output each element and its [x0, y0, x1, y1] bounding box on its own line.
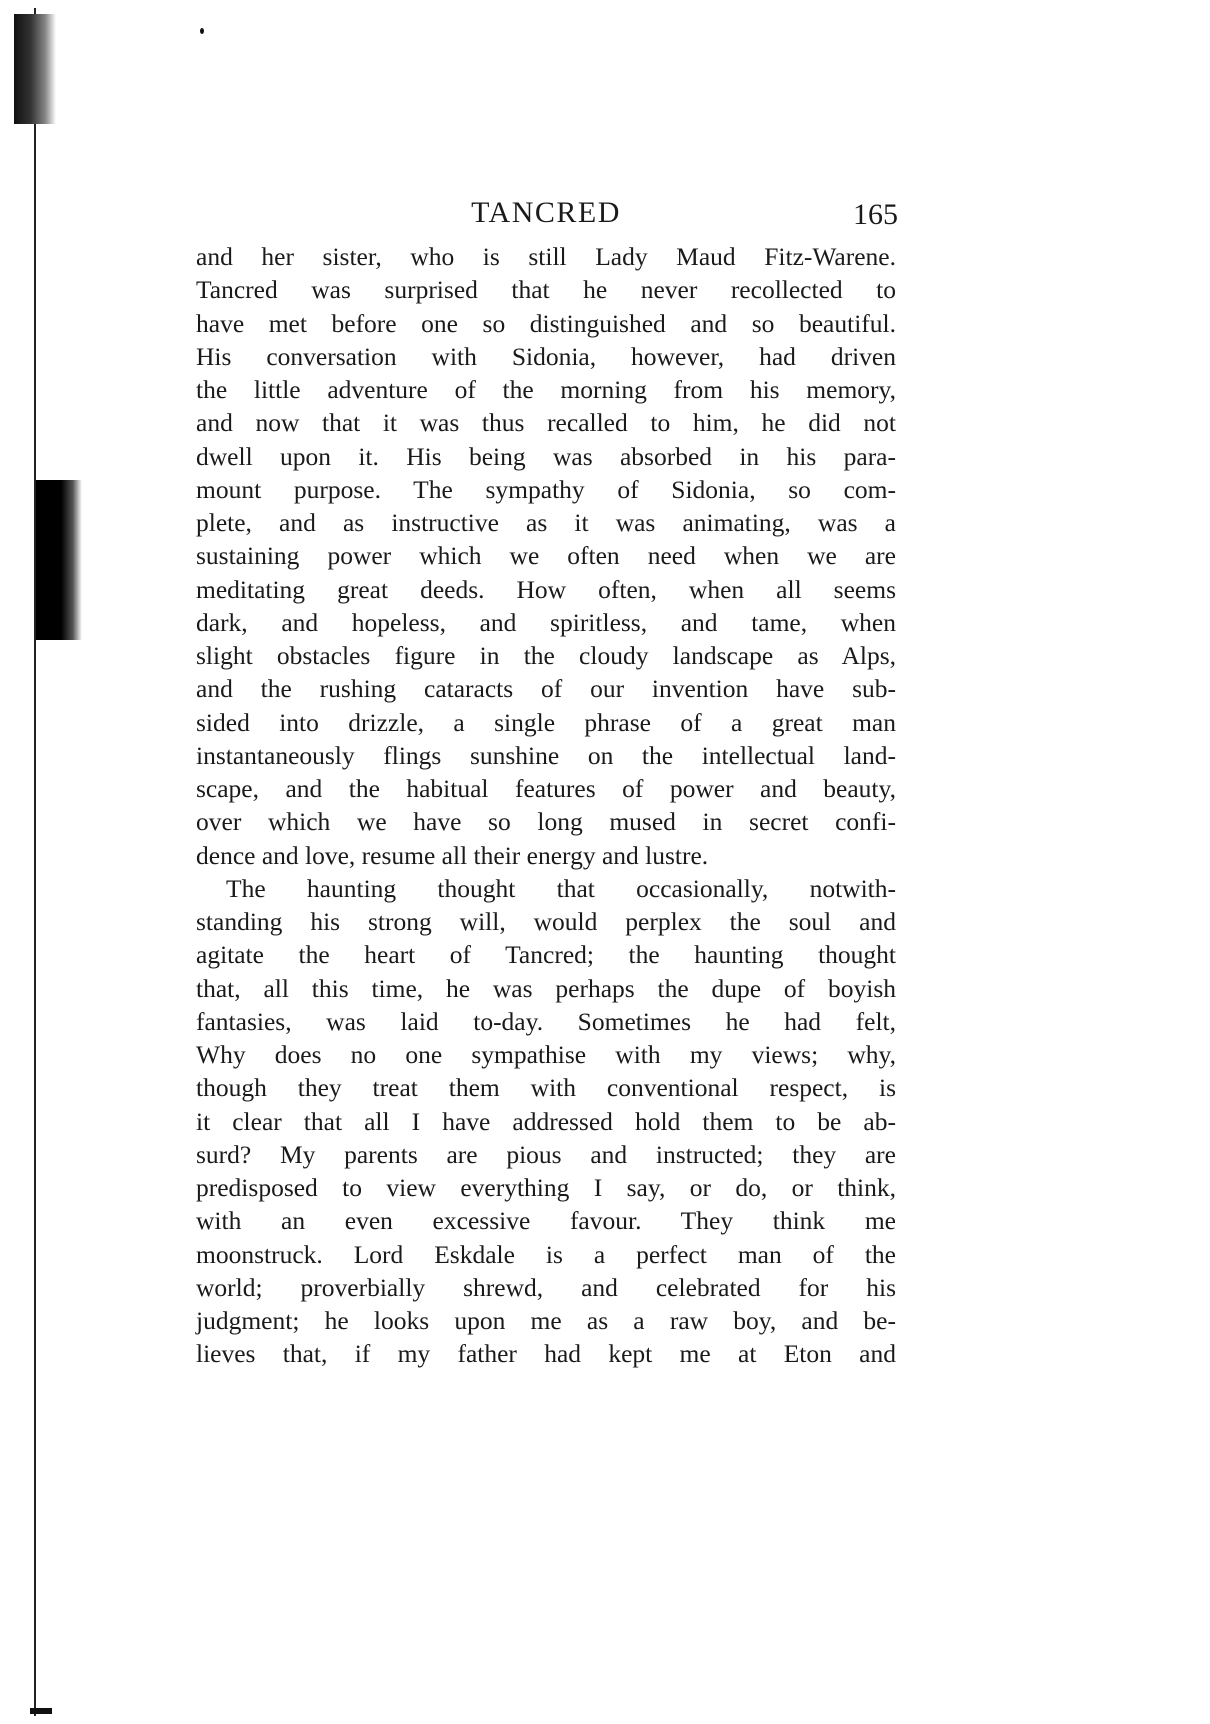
body-text: [196, 240, 896, 1371]
text-line: dark, and hopeless, and spiritless, and tame, when: [196, 607, 896, 637]
text-line: meditating great deeds. How often, when all seems: [196, 574, 896, 604]
running-head-title: TANCRED: [471, 196, 621, 229]
scan-shadow-middle: [36, 480, 82, 640]
text-line: Tancred was surprised that he never recollected to: [196, 275, 896, 305]
text-line: it clear that all I have addressed hold them to be ab-: [196, 1106, 896, 1136]
text-line: lieves that, if my father had kept me at Eton and: [196, 1339, 896, 1369]
text-line: fantasies, was laid to-day. Sometimes he had felt,: [196, 1006, 896, 1036]
text-line: world; proverbially shrewd, and celebrated for his: [196, 1272, 896, 1302]
text-line: plete, and as instructive as it was animating, was a: [196, 508, 896, 537]
text-line: standing his strong will, would perplex the soul and: [196, 907, 896, 936]
text-line: with an even excessive favour. They think me: [196, 1206, 896, 1236]
running-head: [196, 196, 896, 236]
text-line: mount purpose. The sympathy of Sidonia, so com-: [196, 474, 896, 504]
text-line: surd? My parents are pious and instructed; they are: [196, 1139, 896, 1169]
text-line: agitate the heart of Tancred; the haunting thought: [196, 940, 896, 970]
binding-edge-line: [34, 8, 36, 1716]
page-number: 165: [853, 198, 898, 231]
scan-shadow-top: [14, 14, 56, 124]
text-line: slight obstacles figure in the cloudy landscape as Alps,: [196, 641, 896, 670]
text-line-paragraph-end: dence and love, resume all their energy and lustre.: [196, 840, 709, 870]
binding-edge-foot: [30, 1708, 52, 1714]
text-line-paragraph-start: The haunting thought that occasionally, notwith-: [226, 873, 896, 903]
text-line: and her sister, who is still Lady Maud Fitz-Warene.: [196, 242, 896, 271]
text-line: His conversation with Sidonia, however, had driven: [196, 341, 896, 371]
text-line: Why does no one sympathise with my views; why,: [196, 1040, 896, 1069]
text-line: scape, and the habitual features of power and beauty,: [196, 774, 896, 803]
text-line: judgment; he looks upon me as a raw boy, and be-: [196, 1306, 896, 1335]
text-line: sided into drizzle, a single phrase of a great man: [196, 707, 896, 737]
text-line: and now that it was thus recalled to him, he did not: [196, 408, 896, 438]
text-line: the little adventure of the morning from his memory,: [196, 375, 896, 404]
text-line: though they treat them with conventional respect, is: [196, 1073, 896, 1103]
text-line: moonstruck. Lord Eskdale is a perfect man of the: [196, 1239, 896, 1269]
ink-speck: [200, 28, 204, 34]
text-line: and the rushing cataracts of our invention have sub-: [196, 674, 896, 704]
text-line: dwell upon it. His being was absorbed in his para-: [196, 441, 896, 471]
text-line: sustaining power which we often need when we are: [196, 541, 896, 571]
text-line: instantaneously flings sunshine on the intellectual land-: [196, 740, 896, 770]
text-line: over which we have so long mused in secret confi-: [196, 807, 896, 837]
text-line: have met before one so distinguished and so beautiful.: [196, 308, 896, 338]
text-line: predisposed to view everything I say, or do, or think,: [196, 1173, 896, 1202]
text-line: that, all this time, he was perhaps the dupe of boyish: [196, 973, 896, 1003]
